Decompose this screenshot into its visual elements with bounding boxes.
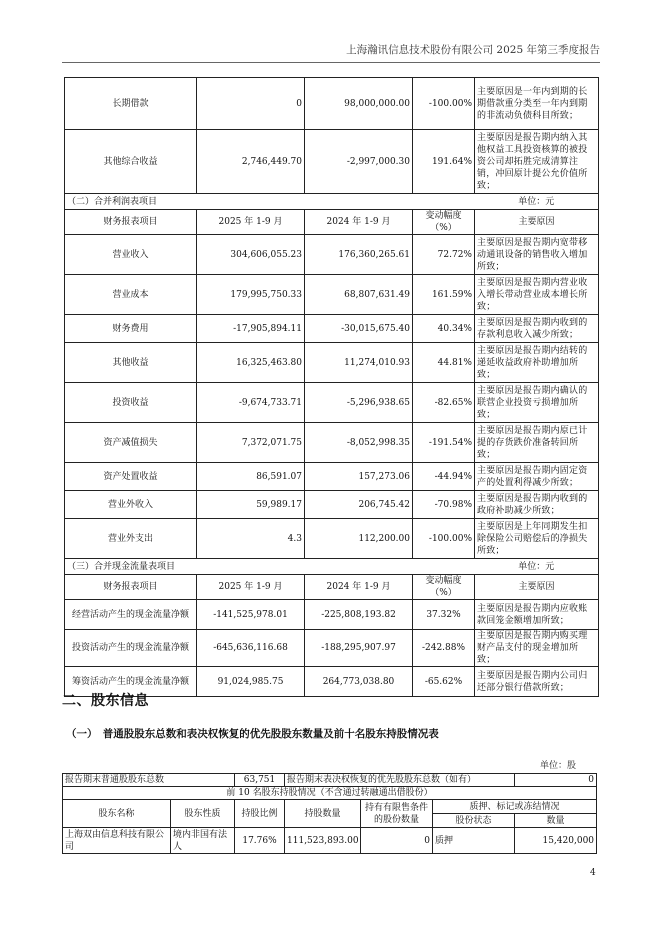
shareholders-table — [62, 773, 597, 854]
table-row: 投资活动产生的现金流量净额 -645,636,116.68 -188,295,907.97 -242.88% 主要原因是报告期内购买理财产品支付的现金增加所致； — [65, 630, 599, 667]
subsection-heading: （一） 普通股股东总数和表决权恢复的优先股股东数量及前十名股东持股情况表 — [66, 728, 439, 740]
table-row: 其他收益 16,325,463.80 11,274,010.93 44.81% 主要原因是报告期内结转的递延收益政府补助增加所致； — [65, 343, 599, 383]
table-header-row: 财务报表项目 2025 年 1-9 月 2024 年 1-9 月 变动幅度（%） 主要原因 — [65, 575, 599, 600]
table-row: 经营活动产生的现金流量净额 -141,525,978.01 -225,808,193.82 37.32% 主要原因是报告期内应收账款回笼金额增加所致； — [65, 600, 599, 630]
table-row: 营业外支出 4.3 112,200.00 -100.00% 主要原因是上年同期发生扣除保险公司赔偿后的净损失所致； — [65, 519, 599, 559]
table-row: 筹资活动产生的现金流量净额 91,024,985.75 264,773,038.80 -65.62% 主要原因是报告期内公司归还部分银行借款所致； — [65, 667, 599, 697]
financial-changes-table — [64, 77, 599, 697]
unit-label: 单位：股 — [540, 761, 577, 771]
table-row: 资产处置收益 86,591.07 157,273.06 -44.94% 主要原因是报告期内固定资产的处置利得减少所致； — [65, 463, 599, 491]
page-header — [62, 42, 600, 63]
table-header-row: 股份状态 数量 — [63, 814, 597, 828]
table-row: 营业成本 179,995,750.33 68,807,631.49 161.59% 主要原因是报告期内营业收入增长带动营业成本增长所致； — [65, 275, 599, 315]
report-title: 上海瀚讯信息技术股份有限公司 2025 年第三季度报告 — [346, 44, 600, 56]
table-row: 其他综合收益 2,746,449.70 -2,997,000.30 191.64% 主要原因是报告期内纳入其他权益工具投资核算的被投资公司却拓胜完成清算注销，冲回原计提公允价值所致； — [65, 130, 599, 194]
table-row: 上海双由信息科技有限公司 境内非国有法人 17.76% 111,523,893.00 0 质押 15,420,000 — [63, 828, 597, 854]
table-row: 财务费用 -17,905,894.11 -30,015,675.40 40.34% 主要原因是报告期内收到的存款利息收入减少所致； — [65, 315, 599, 343]
table-row: 营业收入 304,606,055.23 176,360,265.61 72.72% 主要原因是报告期内宽带移动通讯设备的销售收入增加所致； — [65, 235, 599, 275]
table-row: 长期借款 0 98,000,000.00 -100.00% 主要原因是一年内到期的长期借款重分类至一年内到期的非流动负债科目所致； — [65, 78, 599, 130]
table-header-row: 股东名称 股东性质 持股比例 持股数量 持有有限售条件的股份数量 质押、标记或冻结情况 — [63, 800, 597, 814]
section-title-row: （二）合并利润表项目 单位：元 — [65, 194, 599, 210]
table-row: 前 10 名股东持股情况（不含通过转融通出借股份） — [63, 787, 597, 800]
section-heading: 二、股东信息 — [62, 693, 149, 709]
section-title-row: （三）合并现金流量表项目 单位：元 — [65, 559, 599, 575]
table-row: 报告期末普通股股东总数 63,751 报告期末表决权恢复的优先股股东总数（如有） 0 — [63, 774, 597, 787]
table-row: 资产减值损失 7,372,071.75 -8,052,998.35 -191.54% 主要原因是报告期内原已计提的存货跌价准备转回所致； — [65, 423, 599, 463]
table-header-row: 财务报表项目 2025 年 1-9 月 2024 年 1-9 月 变动幅度（%） 主要原因 — [65, 210, 599, 235]
page-number: 4 — [590, 868, 596, 878]
table-row: 营业外收入 59,989.17 206,745.42 -70.98% 主要原因是报告期内收到的政府补助减少所致； — [65, 491, 599, 519]
table-row: 投资收益 -9,674,733.71 -5,296,938.65 -82.65% 主要原因是报告期内确认的联营企业投资亏损增加所致； — [65, 383, 599, 423]
